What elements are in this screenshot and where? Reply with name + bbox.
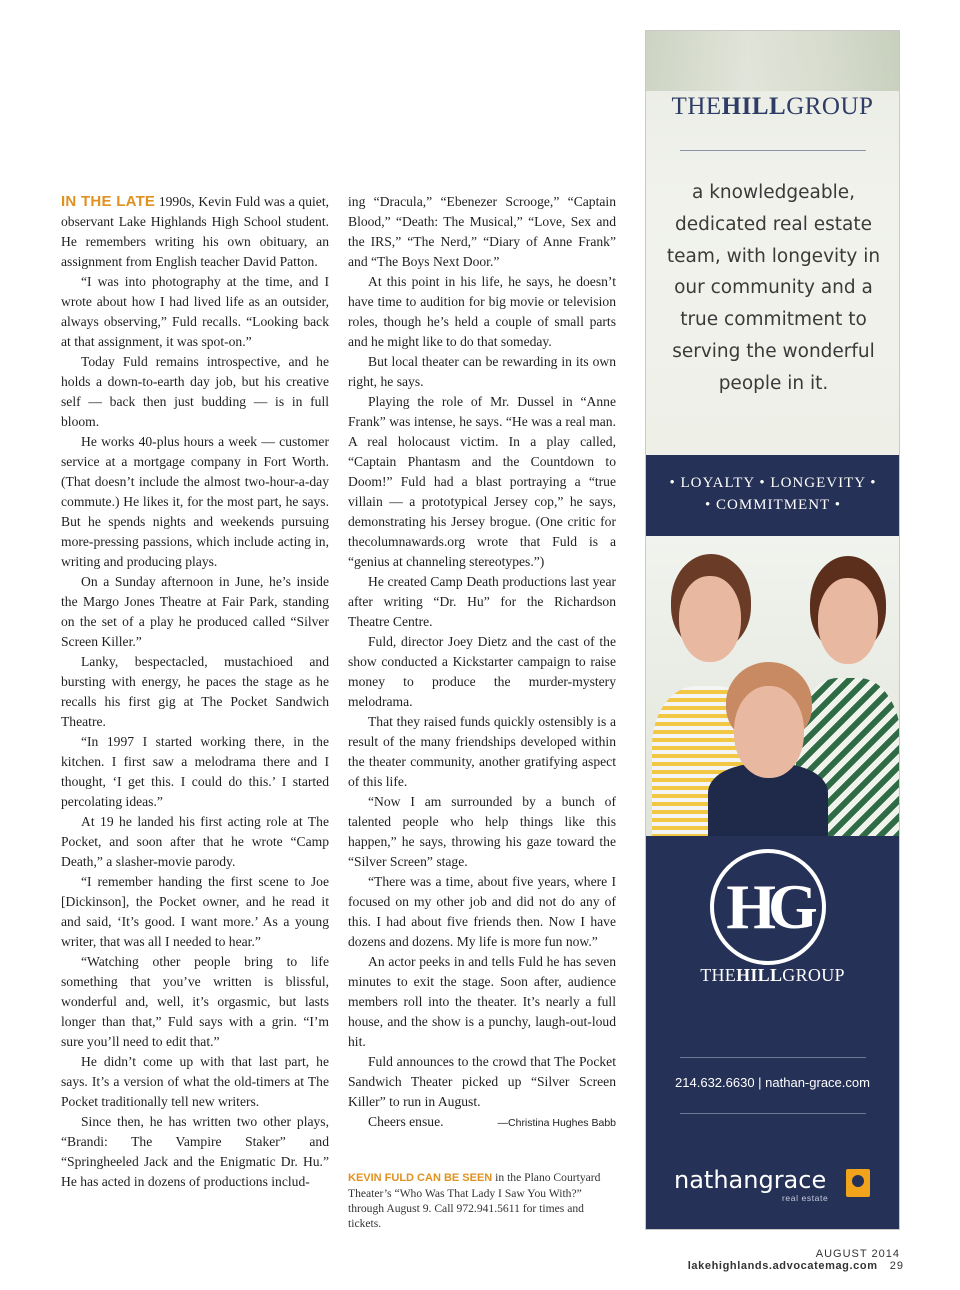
article-paragraph: Lanky, bespectacled, mustachioed and bursting with energy, he paces the stage as he recalls his first gig at The Pocket Sandwich Theatre. [61,654,329,729]
article-paragraph: “In 1997 I started working there, in the kitchen. I first saw a melodrama there and I thought, ‘I get this. I could do this.’ I started percolating ideas.” [61,734,329,809]
article-paragraph: “Watching other people bring to life something that you’ve written is blissful, wonderful and, well, it’s orgasmic, but lasts longer than that,” Fuld says with a grin. “I’m sure you’ll need to edit that.” [61,954,329,1049]
page-number: 29 [889,1260,904,1272]
article-paragraph: “I remember handing the first scene to Joe [Dickinson], the Pocket owner, and he read it and said, ‘It’s good. I want more.’ As a young writer, that was all I needed to hear.” [61,874,329,949]
byline: —Christina Hughes Babb [497,1117,616,1129]
article-column-1 [61,192,329,1192]
lead-in: IN THE LATE [61,193,156,210]
article-paragraph: Today Fuld remains introspective, and he holds a down-to-earth day job, but his creative self — back then just budding — is in full bloom. [61,354,329,429]
article-paragraph: At this point in his life, he says, he doesn’t have time to audition for big movie or television roles, though he’s held a couple of small parts and he might like to do that someday. [348,274,616,349]
article-paragraph: That they raised funds quickly ostensibly is a result of the many friendships developed within the theater community, another gratifying aspect of this life. [348,714,616,789]
nathangrace-brand: nathangrace [674,1166,827,1194]
article-paragraph: Fuld announces to the crowd that The Pocket Sandwich Theater picked up “Silver Screen Killer” to run in August. [348,1054,616,1109]
hill-group-advertisement[interactable] [645,30,900,1230]
hg-monogram-icon: HG [710,849,826,965]
event-note-lead: KEVIN FULD CAN BE SEEN [348,1172,493,1184]
page-footer [616,1248,904,1272]
team-photo [646,536,899,836]
article-paragraph: He works 40-plus hours a week — customer service at a mortgage company in Fort Worth. (That doesn’t include the almost two-hour-a-day commute.) He likes it, for the most part, he says. But he spends nights and weekends pursuing more-pressing passions, which include acting in, writing and producing plays. [61,434,329,569]
divider [680,1057,866,1058]
article-paragraph: IN THE LATE 1990s, Kevin Fuld was a quiet, observant Lake Highlands High School student. He remembers writing his own obituary, an assignment from English teacher David Patton. [61,193,329,269]
footer-site: lakehighlands.advocatemag.com [687,1260,878,1272]
divider [680,150,866,151]
divider [680,1113,866,1114]
article-paragraph: Since then, he has written two other plays, “Brandi: The Vampire Staker” and “Springheeled Jack and the Enigmatic Dr. Hu.” He has acted in dozens of productions includ- [61,1114,329,1189]
article-paragraph: Fuld, director Joey Dietz and the cast of the show conducted a Kickstarter campaign to raise money to produce the murder-mystery melodrama. [348,634,616,709]
article-paragraph: ing “Dracula,” “Ebenezer Scrooge,” “Captain Blood,” “Death: The Musical,” “Love, Sex and the IRS,” “The Nerd,” “Diary of Anne Frank” and “The Boys Next Door.” [348,194,616,269]
ad-tagline: a knowledgeable, dedicated real estate team, with longevity in our community and a true commitment to serving the wonderful people in it. [666,182,881,394]
nathangrace-brand-sub: real estate [782,1193,829,1203]
hill-group-logo-secondary: THEHILLGROUP [700,965,845,985]
article-paragraph: An actor peeks in and tells Fuld he has seven minutes to exit the stage. Soon after, audience members roll into the theater. It’s nearly a full house, and the show is a punchy, laugh-out-loud hit. [348,954,616,1049]
article-paragraph: At 19 he landed his first acting role at The Pocket, and soon after that he wrote “Camp Death,” a slasher-movie parody. [61,814,329,869]
values-text: • LOYALTY • LONGEVITY • • COMMITMENT • [669,475,877,513]
event-note-text: in the Plano Courtyard Theater’s “Who Was That Lady I Saw You With?” through August 9. Call 972.941.5611 for times and tickets. [348,1171,601,1230]
closing-line: Cheers ensue. —Christina Hughes Babb [348,1112,616,1132]
article-paragraph: On a Sunday afternoon in June, he’s inside the Margo Jones Theatre at Fair Park, standing on the set of a play he produced called “Silver Screen Killer.” [61,574,329,649]
footer-month: AUGUST 2014 [815,1248,900,1260]
article-paragraph: “There was a time, about five years, where I focused on my other job and did not do any of this. I had about five friends then. Now I have dozens and dozens. My life is more fun now.” [348,874,616,949]
article-paragraph: But local theater can be rewarding in its own right, he says. [348,354,616,389]
article-paragraph: He created Camp Death productions last year after writing “Dr. Hu” for the Richardson Theatre Centre. [348,574,616,629]
article-paragraph: Playing the role of Mr. Dussel in “Anne Frank” was intense, he says. “He was a real man. A real holocaust victim. In a play called, “Captain Phantasm and the Countdown to Doom!” Fuld had a blast portraying a “true villain — a prototypical Jersey cop,” he says, demonstrating his Jersey brogue. (One critic for thecolumnawards.org wrote that Fuld is a “genius at channeling stereotypes.”) [348,394,616,569]
article-paragraph: “Now I am surrounded by a bunch of talented people who help things like this happen,” he says, throwing his gaze toward the “Silver Screen” stage. [348,794,616,869]
sun-logo-icon [846,1169,870,1197]
article-column-2 [348,192,616,1133]
ad-contact[interactable]: 214.632.6630 | nathan-grace.com [675,1075,870,1090]
hill-group-logo: THEHILLGROUP [671,93,874,120]
event-note [348,1170,614,1231]
article-paragraph: He didn’t come up with that last part, he says. It’s a version of what the old-timers at The Pocket traditionally tell new writers. [61,1054,329,1109]
article-paragraph: “I was into photography at the time, and I wrote about how I had lived life as an outsider, always observing,” Fuld recalls. “Looking back at that assignment, it was spot-on.” [61,274,329,349]
